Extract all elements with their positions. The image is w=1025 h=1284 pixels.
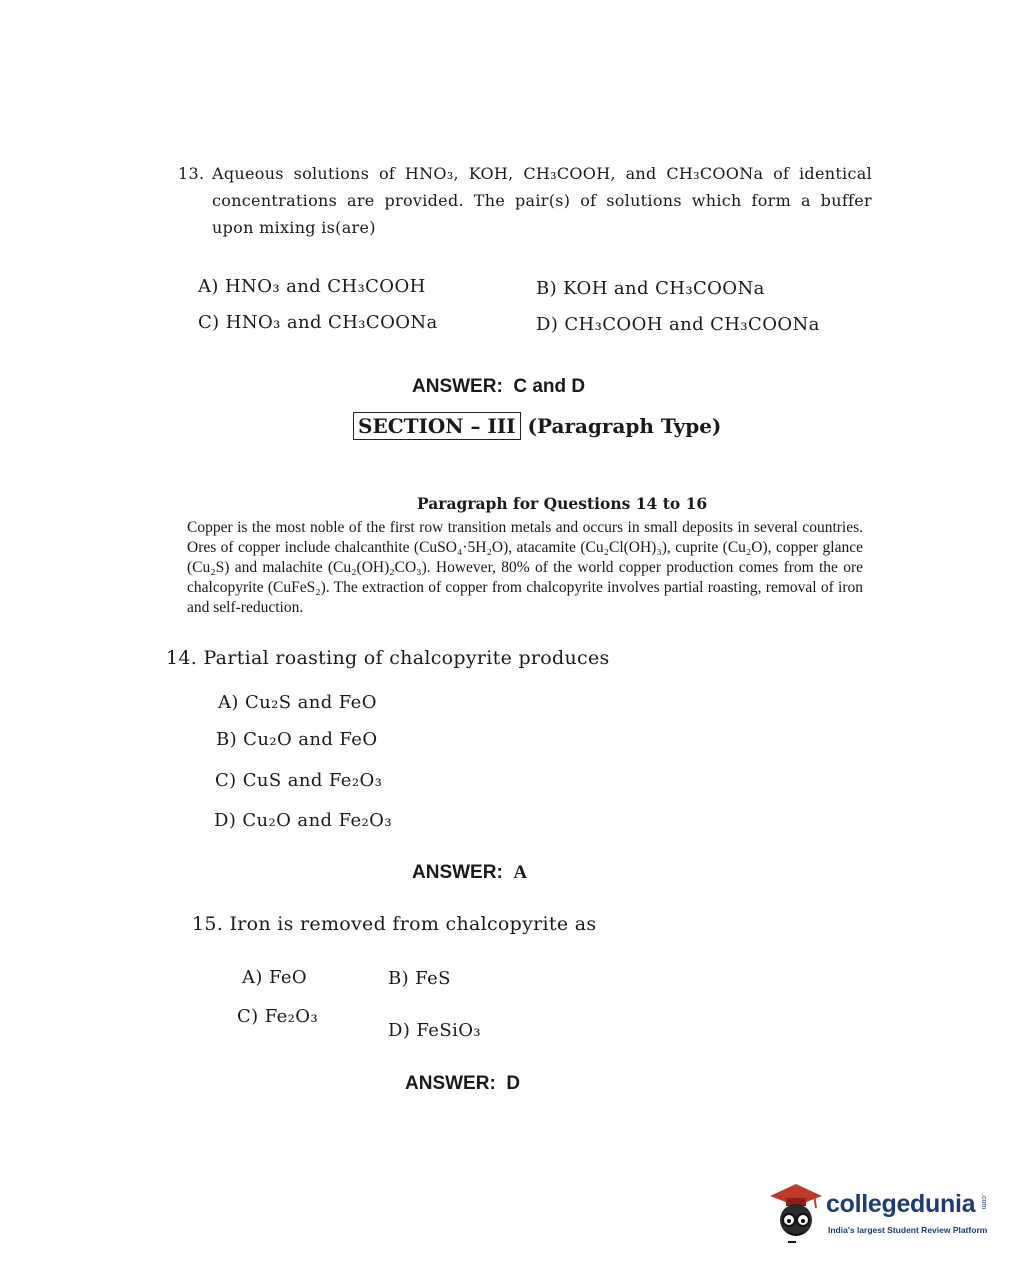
brand-tld: .com [980, 1194, 987, 1210]
q15-option-b: B) FeS [388, 968, 451, 989]
section-type: (Paragraph Type) [527, 414, 722, 438]
q13-option-a: A) HNO₃ and CH₃COOH [198, 276, 426, 297]
paragraph-title: Paragraph for Questions 14 to 16 [417, 494, 708, 513]
q14-option-c: C) CuS and Fe₂O₃ [215, 770, 383, 791]
q15-option-c: C) Fe₂O₃ [237, 1006, 319, 1027]
q14-answer [412, 862, 527, 884]
answer-label: ANSWER: [412, 376, 503, 397]
q14-option-a: A) Cu₂S and FeO [218, 692, 377, 713]
section-header [353, 414, 721, 438]
q15-text: 15. Iron is removed from chalcopyrite as [192, 913, 597, 935]
q13-option-d: D) CH₃COOH and CH₃COONa [536, 314, 820, 335]
answer-value: C and D [513, 376, 586, 397]
q15-answer [405, 1073, 520, 1095]
answer-value: D [506, 1073, 521, 1094]
paragraph-body: Copper is the most noble of the first row transition metals and occurs in small deposits in several countries. Ores of copper include chalcanthite (CuSO₄·5H₂O), atacamite (Cu₂Cl(OH)₃), cuprite (Cu₂O), copper glance (Cu₂S) and malachite (Cu₂(OH)₂CO₃). However, 80% of the world copper production comes from the ore chalcopyrite (CuFeS₂). The extraction of copper from chalcopyrite involves partial roasting, removal of iron and self-reduction. [187, 519, 863, 616]
q14-option-d: D) Cu₂O and Fe₂O₃ [214, 810, 392, 831]
answer-value: A [513, 862, 528, 883]
q13-answer [412, 376, 585, 398]
q13-option-c: C) HNO₃ and CH₃COONa [198, 312, 438, 333]
q14-option-b: B) Cu₂O and FeO [216, 729, 378, 750]
answer-label: ANSWER: [412, 862, 503, 883]
collegedunia-logo [766, 1176, 991, 1246]
q13-text: Aqueous solutions of HNO₃, KOH, CH₃COOH, and CH₃COONa of identical concentrations are provided. The pair(s) of solutions which form a buffer upon mixing is(are) [212, 164, 872, 237]
section-label: SECTION – III [353, 412, 521, 440]
q15-option-d: D) FeSiO₃ [388, 1020, 481, 1041]
q13-option-b: B) KOH and CH₃COONa [536, 278, 765, 299]
brand-tagline: India's largest Student Review Platform [828, 1225, 988, 1235]
brand-name: collegedunia [826, 1190, 976, 1218]
answer-label: ANSWER: [405, 1073, 496, 1094]
q13-number: 13. [178, 164, 205, 183]
mascot-icon [766, 1176, 826, 1246]
q14-text: 14. Partial roasting of chalcopyrite produces [166, 647, 610, 669]
q15-option-a: A) FeO [242, 967, 308, 988]
